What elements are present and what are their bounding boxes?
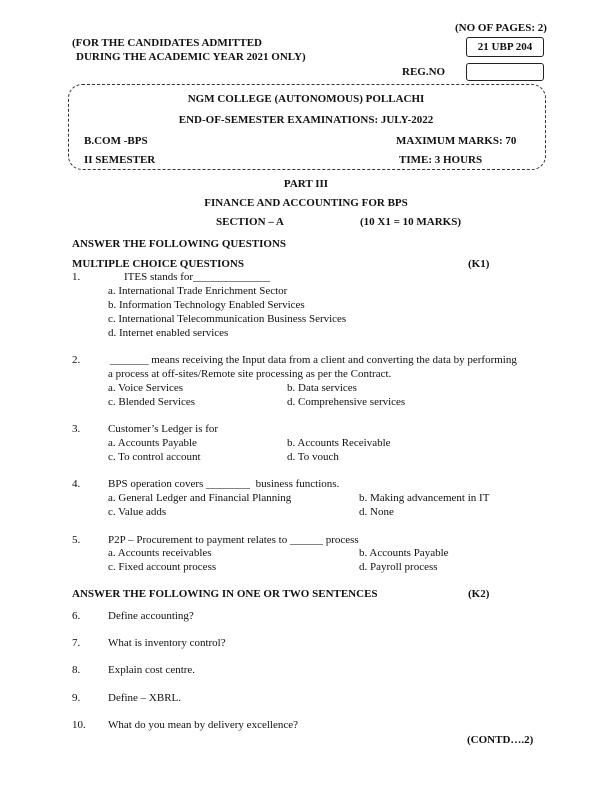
short-knowledge-level: (K2) — [468, 588, 490, 600]
section-marks: (10 X1 = 10 MARKS) — [360, 216, 461, 228]
question-text: What do you mean by delivery excellence? — [108, 719, 298, 731]
max-marks: MAXIMUM MARKS: 70 — [396, 135, 517, 147]
option: d. Payroll process — [359, 561, 438, 573]
option: d. Internet enabled services — [108, 327, 229, 339]
question-number: 4. — [72, 478, 81, 490]
course-code-box: 21 UBP 204 — [466, 37, 544, 57]
option: c. Blended Services — [108, 396, 196, 408]
question-text: Define – XBRL. — [108, 692, 182, 704]
page-count: (NO OF PAGES: 2) — [455, 22, 547, 34]
semester: II SEMESTER — [84, 154, 156, 166]
mcq-heading: MULTIPLE CHOICE QUESTIONS — [72, 258, 244, 270]
option: b. Information Technology Enabled Services — [108, 299, 305, 311]
question-text-continued: a process at off-sites/Remote site processing as per the Contract. — [108, 368, 392, 380]
exam-title: END-OF-SEMESTER EXAMINATIONS: JULY-2022 — [178, 114, 434, 126]
question-text: _______ means receiving the Input data from a client and converting the data by performing — [110, 354, 517, 366]
option: c. Value adds — [108, 506, 167, 518]
option: b. Accounts Payable — [359, 547, 449, 559]
question-text: What is inventory control? — [108, 637, 226, 649]
reg-no-field[interactable] — [466, 63, 544, 81]
question-number: 7. — [72, 637, 81, 649]
question-number: 10. — [72, 719, 86, 731]
option: a. Accounts receivables — [108, 547, 212, 559]
question-text: P2P – Procurement to payment relates to ______ process — [108, 534, 359, 546]
exam-time: TIME: 3 HOURS — [399, 154, 483, 166]
question-text: ITES stands for______________ — [124, 271, 271, 283]
option: d. To vouch — [287, 451, 339, 463]
option: c. International Telecommunication Business Services — [108, 313, 347, 325]
question-number: 9. — [72, 692, 81, 704]
question-number: 8. — [72, 664, 81, 676]
short-answer-heading: ANSWER THE FOLLOWING IN ONE OR TWO SENTENCES — [72, 588, 378, 600]
question-text: BPS operation covers ________ business functions. — [108, 478, 340, 490]
option: c. To control account — [108, 451, 201, 463]
continued-marker: (CONTD….2) — [467, 734, 534, 746]
option: d. Comprehensive services — [287, 396, 406, 408]
question-number: 1. — [72, 271, 81, 283]
instruction-heading: ANSWER THE FOLLOWING QUESTIONS — [72, 238, 287, 250]
section-title: SECTION – A — [216, 216, 284, 228]
option: b. Accounts Receivable — [287, 437, 391, 449]
question-number: 5. — [72, 534, 81, 546]
option: a. International Trade Enrichment Sector — [108, 285, 288, 297]
option: a. General Ledger and Financial Planning — [108, 492, 292, 504]
question-text: Customer’s Ledger is for — [108, 423, 219, 435]
question-text: Define accounting? — [108, 610, 194, 622]
option: b. Data services — [287, 382, 357, 394]
part-title: PART III — [283, 178, 329, 190]
option: d. None — [359, 506, 394, 518]
subject-title: FINANCE AND ACCOUNTING FOR BPS — [204, 197, 408, 209]
question-number: 3. — [72, 423, 81, 435]
option: b. Making advancement in IT — [359, 492, 490, 504]
mcq-knowledge-level: (K1) — [468, 258, 490, 270]
course-name: B.COM -BPS — [84, 135, 148, 147]
question-number: 2. — [72, 354, 81, 366]
option: c. Fixed account process — [108, 561, 217, 573]
question-number: 6. — [72, 610, 81, 622]
candidates-line-2: DURING THE ACADEMIC YEAR 2021 ONLY) — [76, 51, 306, 63]
option: a. Accounts Payable — [108, 437, 197, 449]
candidates-line-1: (FOR THE CANDIDATES ADMITTED — [72, 37, 262, 49]
reg-no-label: REG.NO — [402, 66, 446, 78]
question-text: Explain cost centre. — [108, 664, 196, 676]
option: a. Voice Services — [108, 382, 184, 394]
college-name: NGM COLLEGE (AUTONOMOUS) POLLACHI — [187, 93, 425, 105]
